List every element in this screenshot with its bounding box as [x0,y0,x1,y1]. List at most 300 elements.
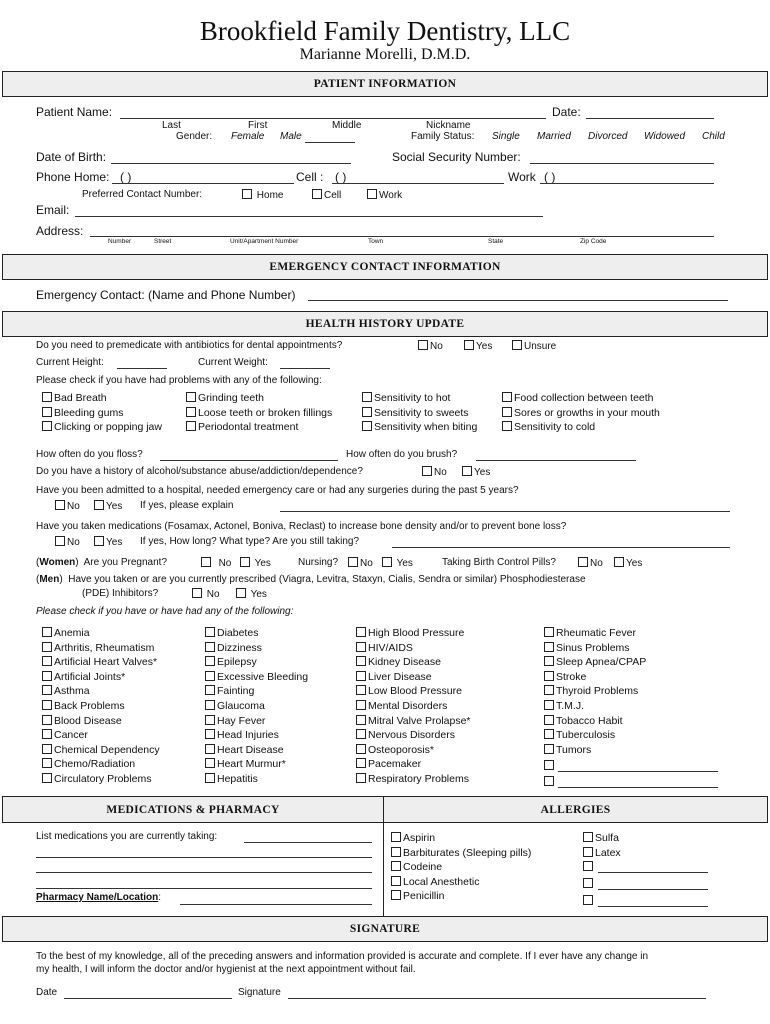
ssn-label: Social Security Number: [392,150,521,164]
checkbox-item[interactable] [186,420,332,435]
checkbox-item[interactable] [544,626,646,641]
checkbox-label: Thyroid Problems [556,685,639,698]
checkbox-label: Low Blood Pressure [368,685,462,698]
checkbox-item[interactable] [583,831,621,846]
medications-field-4[interactable] [36,888,372,889]
checkbox-item[interactable] [583,846,621,861]
checkbox[interactable] [42,685,52,695]
checkbox-label: Sleep Apnea/CPAP [556,656,647,669]
premed-no-text: No [430,341,443,352]
hospital-yes[interactable] [94,500,122,512]
hospital-explain-field[interactable] [280,511,730,512]
checkbox-item[interactable] [205,728,308,743]
checkbox-label: Sores or growths in your mouth [514,406,660,419]
hospital-yes-checkbox[interactable] [94,500,104,510]
pde-no[interactable] [192,588,220,600]
condition-other-2[interactable] [544,776,556,788]
pref-home-checkbox[interactable] [242,189,252,199]
premed-no-checkbox[interactable] [418,340,428,350]
pregnant-no[interactable] [201,557,231,569]
addr-state: State [488,238,504,245]
status-divorced[interactable]: Divorced [588,131,628,142]
checkbox[interactable] [186,392,196,402]
cell-label: Cell : [296,170,324,184]
checkbox-label: Tuberculosis [556,729,616,742]
hospital-no-text: No [67,501,80,512]
checkbox[interactable] [356,642,366,652]
bone-no[interactable] [55,536,80,548]
checkbox-item[interactable] [362,420,477,435]
checkbox-label: Bad Breath [54,392,107,404]
other-2-checkbox[interactable] [544,776,554,786]
allergy-other-1-checkbox[interactable] [583,861,593,871]
pref-work-checkbox[interactable] [367,189,377,199]
preferred-contact-label: Preferred Contact Number: [82,189,203,200]
premed-unsure[interactable] [512,340,556,352]
email-label: Email: [36,203,70,217]
premed-yes-checkbox[interactable] [464,340,474,350]
bone-followup-label: If yes, How long? What type? Are you still taking? [140,536,359,547]
premed-yes-text: Yes [476,341,493,352]
ssn-field[interactable] [530,163,714,164]
q-premedicate: Do you need to premedicate with antibiotics for dental appointments? [36,340,343,351]
hospital-no[interactable] [55,500,80,512]
checkbox[interactable] [502,421,512,431]
dental-problems-col1 [42,391,162,435]
checkbox[interactable] [42,392,52,402]
gender-male[interactable]: Male [280,131,302,142]
checkbox-item[interactable] [186,391,332,406]
checkbox-item[interactable] [356,757,471,772]
bone-no-text: No [67,537,80,548]
checkbox[interactable] [391,861,401,871]
bone-yes-checkbox[interactable] [94,536,104,546]
dental-problems-col3 [362,391,477,435]
checkbox-label: Circulatory Problems [54,772,152,785]
height-label: Current Height: [36,357,104,368]
pde-yes[interactable] [236,588,267,600]
checkbox[interactable] [502,392,512,402]
checkbox[interactable] [42,758,52,768]
checkbox[interactable] [391,832,401,842]
work-field[interactable] [540,183,714,184]
allergies-col2 [583,831,621,860]
checkbox-label: Nervous Disorders [368,729,455,742]
checkbox-label: Codeine [403,861,443,874]
checkbox-item[interactable] [544,670,646,685]
checkbox-item[interactable] [356,699,471,714]
q-floss: How often do you floss? [36,449,143,460]
hospital-yes-text: Yes [106,501,123,512]
checkbox[interactable] [583,847,593,857]
checkbox-label: HIV/AIDS [368,641,413,654]
pharmacy-row: Pharmacy Name/Location: [36,892,162,903]
checkbox-item[interactable] [42,757,160,772]
checkbox-label: High Blood Pressure [368,627,465,639]
pregnant-no-checkbox[interactable] [201,557,211,567]
checkbox-item[interactable] [42,626,160,641]
weight-field[interactable] [280,368,330,369]
allergy-other-3[interactable] [583,895,595,907]
patient-name-field[interactable] [120,118,546,119]
checkbox-label: T.M.J. [556,699,584,712]
allergy-other-2[interactable] [583,878,595,890]
checkbox-item[interactable] [544,655,646,670]
nursing-yes[interactable] [382,557,413,569]
condition-other-2-field[interactable] [558,787,718,788]
checkbox[interactable] [42,729,52,739]
checkbox[interactable] [356,773,366,783]
pref-cell-checkbox[interactable] [312,189,322,199]
checkbox-item[interactable] [42,406,162,421]
checkbox-label: Fainting [217,685,255,698]
phone-home-area: ( ) [120,170,132,184]
checkbox-item[interactable] [205,757,308,772]
checkbox[interactable] [186,421,196,431]
checkbox-item[interactable] [502,420,660,435]
checkbox-label: Artificial Joints* [54,670,126,683]
checkbox-item[interactable] [42,772,160,787]
checkbox[interactable] [42,773,52,783]
checkbox-item[interactable] [42,714,160,729]
medications-field-1[interactable] [244,842,372,843]
pde-no-checkbox[interactable] [192,588,202,598]
checkbox[interactable] [544,685,554,695]
checkbox-item[interactable] [42,655,160,670]
date-label: Date: [552,105,581,119]
hospital-explain-label: If yes, please explain [140,500,234,511]
q-pregnant: Are you Pregnant? [83,557,168,568]
checkbox[interactable] [42,671,52,681]
checkbox-item[interactable] [356,714,471,729]
checkbox[interactable] [42,421,52,431]
checkbox-item[interactable] [544,714,646,729]
checkbox[interactable] [42,642,52,652]
allergy-other-3-field[interactable] [598,906,708,907]
checkbox[interactable] [356,700,366,710]
checkbox-label: Artificial Heart Valves* [54,656,158,669]
checkbox[interactable] [544,715,554,725]
checkbox-label: Heart Murmur* [217,758,286,771]
checkbox-label: Food collection between teeth [514,392,654,404]
pref-work[interactable] [367,189,402,201]
checkbox[interactable] [42,656,52,666]
medications-field-2[interactable] [36,857,372,858]
allergy-other-2-checkbox[interactable] [583,878,593,888]
checkbox-label: Sensitivity when biting [374,421,478,434]
checkbox[interactable] [42,407,52,417]
status-widowed[interactable]: Widowed [644,131,686,142]
checkbox-item[interactable] [391,846,531,861]
checkbox-item[interactable] [205,684,308,699]
pde-yes-checkbox[interactable] [236,588,246,598]
q-hospital: Have you been admitted to a hospital, needed emergency care or had any surgeries during the past 5 years? [36,485,519,496]
checkbox[interactable] [391,847,401,857]
pregnant-no-text: No [218,558,232,569]
pregnant-yes[interactable] [240,557,271,569]
status-single[interactable]: Single [492,131,520,142]
birth-yes[interactable] [614,557,642,569]
signature-date-field[interactable] [64,998,232,999]
checkbox-label: Excessive Bleeding [217,670,309,683]
checkbox-item[interactable] [42,699,160,714]
checkbox-item[interactable] [205,626,308,641]
checkbox[interactable] [205,715,215,725]
checkbox-item[interactable] [42,684,160,699]
abuse-yes-checkbox[interactable] [462,466,472,476]
other-1-checkbox[interactable] [544,760,554,770]
premed-unsure-checkbox[interactable] [512,340,522,350]
checkbox-item[interactable] [42,641,160,656]
checkbox-item[interactable] [42,391,162,406]
checkbox-item[interactable] [205,641,308,656]
check-conditions-label: Please check if you have or have had any of the following: [36,606,294,617]
checkbox-item[interactable] [42,670,160,685]
checkbox-item[interactable] [544,684,646,699]
section-health-history: HEALTH HISTORY UPDATE [2,311,768,337]
checkbox-item[interactable] [356,772,471,787]
checkbox-item[interactable] [356,728,471,743]
checkbox-item[interactable] [544,743,646,758]
conditions-col4 [544,626,646,757]
checkbox[interactable] [356,715,366,725]
checkbox-item[interactable] [205,772,308,787]
pref-cell-text: Cell [324,190,342,201]
gender-other-field[interactable] [305,142,355,143]
checkbox[interactable] [356,758,366,768]
checkbox-item[interactable] [205,699,308,714]
checkbox-item[interactable] [205,655,308,670]
premed-no[interactable] [418,340,443,352]
checkbox[interactable] [186,407,196,417]
sublabel-nickname: Nickname [426,120,471,131]
address-field[interactable] [90,236,714,237]
status-married[interactable]: Married [537,131,571,142]
nursing-yes-checkbox[interactable] [382,557,392,567]
checkbox-label: Blood Disease [54,714,122,727]
checkbox-item[interactable] [205,670,308,685]
gender-label: Gender: [176,131,213,142]
checkbox-item[interactable] [356,743,471,758]
bone-no-checkbox[interactable] [55,536,65,546]
allergy-other-1-field[interactable] [598,872,708,873]
signature-field[interactable] [288,998,706,999]
checkbox-label: Chemical Dependency [54,743,160,756]
checkbox-item[interactable] [544,699,646,714]
checkbox[interactable] [205,656,215,666]
checkbox[interactable] [205,627,215,637]
premed-yes[interactable] [464,340,492,352]
date-field[interactable] [586,118,714,119]
checkbox-label: Clicking or popping jaw [54,421,162,434]
condition-other-1[interactable] [544,760,556,772]
checkbox-item[interactable] [356,655,471,670]
checkbox-item[interactable] [356,670,471,685]
checkbox-label: Sensitivity to sweets [374,406,469,419]
q-bone: Have you taken medications (Fosamax, Actonel, Boniva, Reclast) to increase bone density and/or to prevent bone loss? [36,521,567,532]
checkbox[interactable] [544,656,554,666]
checkbox[interactable] [356,656,366,666]
q-abuse: Do you have a history of alcohol/substance abuse/addiction/dependence? [36,466,363,477]
allergy-other-2-field[interactable] [598,889,708,890]
birth-yes-checkbox[interactable] [614,557,624,567]
gender-female[interactable]: Female [231,131,265,142]
checkbox[interactable] [205,773,215,783]
bone-yes-text: Yes [106,537,123,548]
birth-no[interactable] [578,557,603,569]
signature-label: Signature [238,987,281,998]
checkbox-label: Stroke [556,670,587,683]
phone-home-label: Phone Home: [36,170,110,184]
checkbox-label: Hay Fever [217,714,266,727]
checkbox[interactable] [356,671,366,681]
checkbox-label: Heart Disease [217,743,284,756]
checkbox-label: Sensitivity to hot [374,392,451,404]
checkbox-label: Bleeding gums [54,406,124,419]
checkbox[interactable] [544,700,554,710]
conditions-col3 [356,626,471,787]
checkbox-item[interactable] [502,391,660,406]
checkbox-label: Penicillin [403,890,445,903]
checkbox[interactable] [42,744,52,754]
checkbox[interactable] [391,876,401,886]
checkbox-item[interactable] [391,831,531,846]
checkbox[interactable] [205,729,215,739]
abuse-no[interactable] [422,466,447,478]
medications-field-3[interactable] [36,872,372,873]
checkbox-item[interactable] [391,889,531,904]
checkbox-label: Epilepsy [217,656,257,669]
pregnant-yes-checkbox[interactable] [240,557,250,567]
checkbox-label: Aspirin [403,832,436,844]
weight-label: Current Weight: [198,357,268,368]
checkbox[interactable] [205,685,215,695]
checkbox[interactable] [356,627,366,637]
pref-home[interactable] [242,189,283,201]
nursing-no-checkbox[interactable] [348,557,358,567]
section-signature: SIGNATURE [2,916,768,942]
checkbox[interactable] [544,729,554,739]
checkbox-item[interactable] [356,684,471,699]
pref-home-text: Home [256,190,284,201]
checkbox[interactable] [362,407,372,417]
checkbox[interactable] [205,671,215,681]
checkbox[interactable] [42,715,52,725]
address-label: Address: [36,224,84,238]
page-title: Brookfield Family Dentistry, LLC [199,16,571,46]
emergency-contact-field[interactable] [308,300,728,301]
pref-cell[interactable] [312,189,341,201]
checkbox[interactable] [362,421,372,431]
checkbox-item[interactable] [356,641,471,656]
checkbox-item[interactable] [391,860,531,875]
checkbox-label: Sinus Problems [556,641,630,654]
allergy-other-3-checkbox[interactable] [583,895,593,905]
section-patient-information: PATIENT INFORMATION [2,71,768,97]
cell-area: ( ) [335,170,347,184]
medications-label: List medications you are currently taking: [36,831,218,842]
checkbox[interactable] [502,407,512,417]
pharmacy-label: Pharmacy Name/Location [36,892,159,903]
section-medications: MEDICATIONS & PHARMACY [2,796,384,823]
checkbox-label: Dizziness [217,641,262,654]
checkbox-item[interactable] [186,406,332,421]
abuse-yes[interactable] [462,466,490,478]
checkbox-item[interactable] [205,743,308,758]
checkbox[interactable] [42,627,52,637]
sublabel-first: First [248,120,268,131]
checkbox[interactable] [205,758,215,768]
checkbox-item[interactable] [42,743,160,758]
checkbox[interactable] [544,627,554,637]
checkbox[interactable] [544,671,554,681]
brush-field[interactable] [476,460,636,461]
checkbox-label: Grinding teeth [198,392,264,404]
checkbox[interactable] [362,392,372,402]
bone-followup-field[interactable] [392,547,730,548]
checkbox-item[interactable] [356,626,471,641]
checkbox-item[interactable] [362,406,477,421]
checkbox[interactable] [205,642,215,652]
condition-other-1-field[interactable] [558,771,718,772]
checkbox-item[interactable] [391,875,531,890]
checkbox[interactable] [391,890,401,900]
checkbox-label: Barbiturates (Sleeping pills) [403,846,532,859]
dental-problems-col2 [186,391,332,435]
checkbox-item[interactable] [42,420,162,435]
birth-no-checkbox[interactable] [578,557,588,567]
pharmacy-field[interactable] [180,904,372,905]
allergy-other-1[interactable] [583,861,595,873]
checkbox-label: Liver Disease [368,670,432,683]
checkbox-item[interactable] [544,728,646,743]
checkbox-label: Kidney Disease [368,656,441,669]
hospital-no-checkbox[interactable] [55,500,65,510]
checkbox-item[interactable] [42,728,160,743]
checkbox-item[interactable] [205,714,308,729]
phone-home-field[interactable] [112,183,294,184]
email-field[interactable] [75,216,543,217]
dob-field[interactable] [111,163,351,164]
checkbox[interactable] [205,744,215,754]
status-child[interactable]: Child [702,131,725,142]
checkbox[interactable] [42,700,52,710]
checkbox[interactable] [356,685,366,695]
height-field[interactable] [117,368,167,369]
checkbox-item[interactable] [502,406,660,421]
floss-field[interactable] [160,460,338,461]
pregnant-yes-text: Yes [254,558,271,569]
checkbox-label: Loose teeth or broken fillings [198,406,333,419]
checkbox-item[interactable] [362,391,477,406]
checkbox-label: Arthritis, Rheumatism [54,641,155,654]
checkbox-label: Glaucoma [217,699,265,712]
checkbox-label: Hepatitis [217,772,258,785]
checkbox[interactable] [356,729,366,739]
abuse-no-checkbox[interactable] [422,466,432,476]
checkbox[interactable] [583,832,593,842]
dental-problems-col4 [502,391,660,435]
nursing-no[interactable] [348,557,373,569]
bone-yes[interactable] [94,536,122,548]
checkbox[interactable] [544,744,554,754]
checkbox[interactable] [544,642,554,652]
cell-field[interactable] [332,183,504,184]
checkbox-item[interactable] [544,641,646,656]
checkbox[interactable] [205,700,215,710]
checkbox-label: Sulfa [595,832,619,844]
checkbox[interactable] [356,744,366,754]
